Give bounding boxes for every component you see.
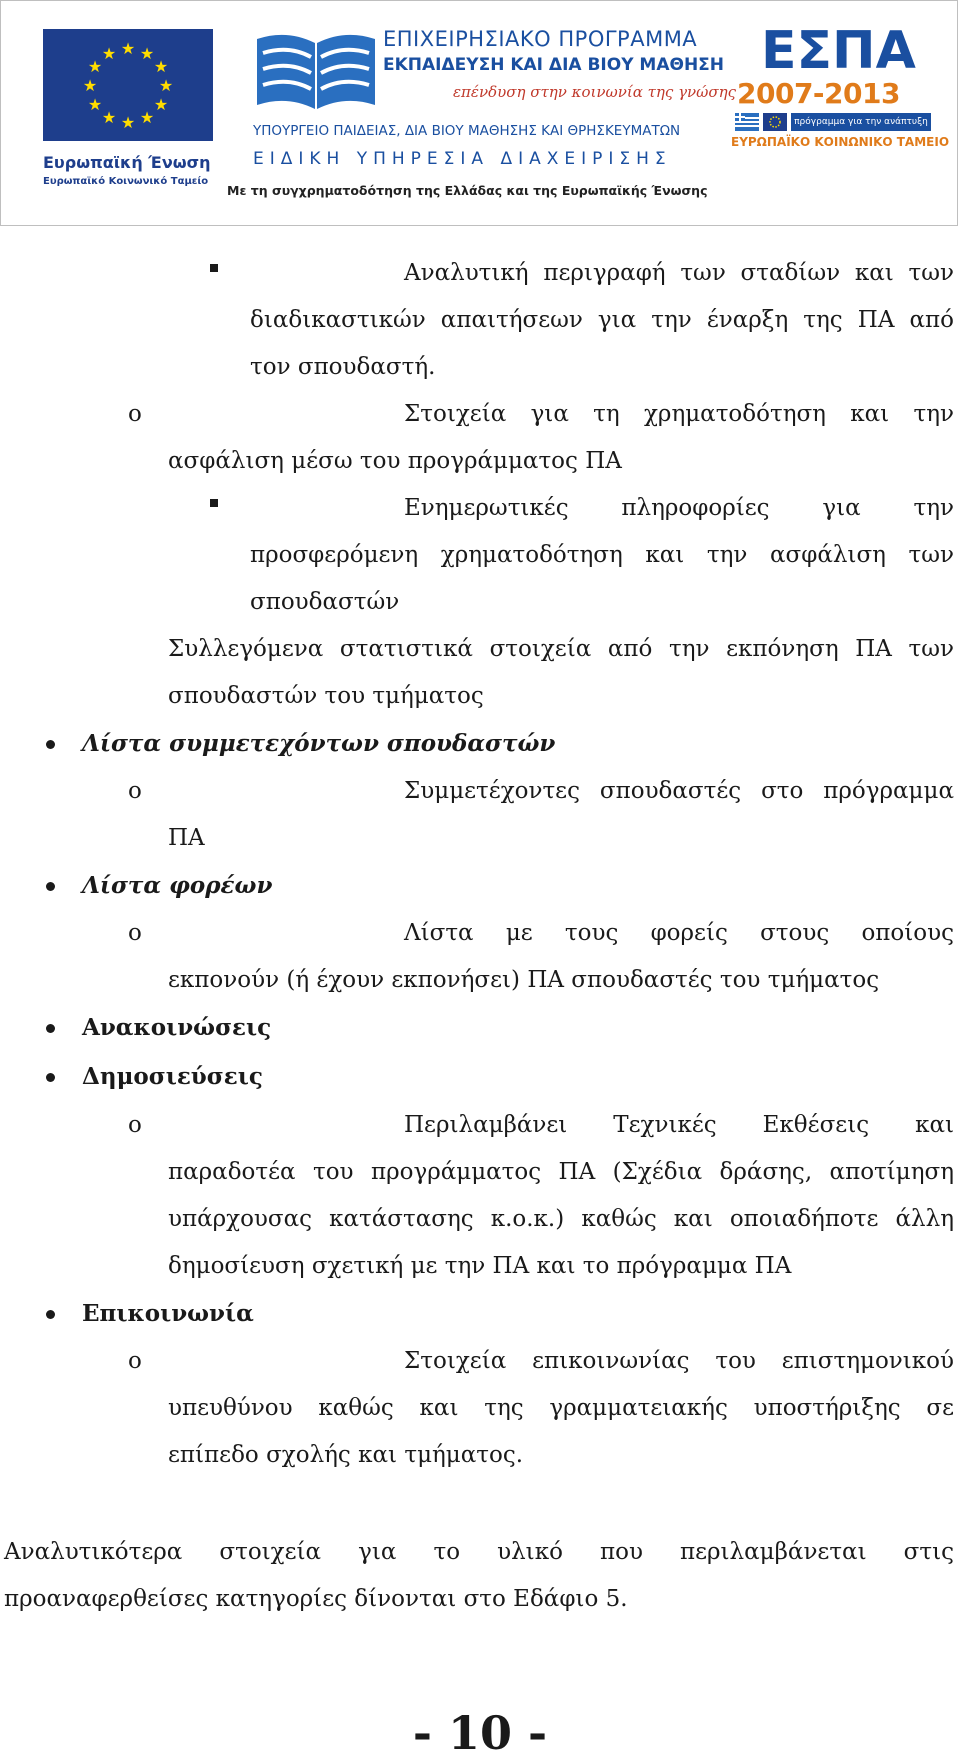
item1-line3: τον σπουδαστή.: [250, 354, 436, 380]
espa-logo: [731, 21, 950, 175]
section4-item-line3: υπάρχουσας κατάστασης κ.ο.κ.) καθώς και οποιαδήποτε άλλη: [168, 1206, 954, 1232]
item4-line2: σπουδαστών του τμήματος: [168, 683, 484, 709]
special-service-name: ΕΙΔΙΚΗ ΥΠΗΡΕΣΙΑ ΔΙΑΧΕΙΡΙΣΗΣ: [253, 149, 672, 169]
svg-text:★: ★: [120, 39, 136, 58]
closing-line1: Αναλυτικότερα στοιχεία για το υλικό που περιλαμβάνεται στις: [4, 1539, 954, 1565]
disc-bullet-icon: [46, 1024, 55, 1033]
section5-item-line1: Στοιχεία επικοινωνίας του επιστημονικού: [404, 1348, 954, 1374]
section4-item-line2: παραδοτέα του προγράμματος ΠΑ (Σχέδια δράσης, αποτίμηση: [168, 1159, 954, 1185]
espa-fund: ΕΥΡΩΠΑΪΚΟ ΚΟΙΝΩΝΙΚΟ ΤΑΜΕΙΟ: [731, 135, 950, 149]
svg-text:★: ★: [120, 113, 136, 132]
item1-line1: Αναλυτική περιγραφή των σταδίων και των: [404, 260, 954, 286]
circle-bullet-icon: o: [128, 1112, 142, 1138]
square-bullet-icon: [210, 499, 218, 507]
item2-line2: ασφάλιση μέσω του προγράμματος ΠΑ: [168, 448, 622, 474]
item3-line3: σπουδαστών: [250, 589, 400, 615]
svg-text:★: ★: [101, 108, 117, 127]
section5-item-line2: υπευθύνου καθώς και της γραμματειακής υποστήριξης σε: [168, 1395, 954, 1421]
circle-bullet-icon: o: [128, 778, 142, 804]
section-heading-participants: Λίστα συμμετεχόντων σπουδαστών: [82, 730, 556, 757]
header-banner: [0, 0, 958, 226]
svg-text:★: ★: [82, 76, 98, 95]
item2-line1: Στοιχεία για τη χρηματοδότηση και την: [404, 401, 954, 427]
svg-text:★: ★: [139, 44, 155, 63]
eu-name: Ευρωπαϊκή Ένωση: [43, 153, 211, 172]
circle-bullet-icon: o: [128, 1348, 142, 1374]
square-bullet-icon: [210, 264, 218, 272]
program-subtitle: ΕΚΠΑΙΔΕΥΣΗ ΚΑΙ ΔΙΑ ΒΙΟΥ ΜΑΘΗΣΗ: [383, 55, 725, 75]
item1-line2: διαδικαστικών απαιτήσεων για την έναρξη της ΠΑ από: [250, 307, 954, 333]
eu-subtitle: Ευρωπαϊκό Κοινωνικό Ταμείο: [43, 176, 209, 187]
eu-flag-icon: [43, 29, 213, 141]
item3-line1: Ενημερωτικές πληροφορίες για την: [404, 495, 954, 521]
item4-line1: Συλλεγόμενα στατιστικά στοιχεία από την εκπόνηση ΠΑ των: [168, 636, 954, 662]
svg-text:★: ★: [87, 57, 103, 76]
item3-line2: προσφερόμενη χρηματοδότηση και την ασφάλιση των: [250, 542, 954, 568]
circle-bullet-icon: o: [128, 920, 142, 946]
program-title: ΕΠΙΧΕΙΡΗΣΙΑΚΟ ΠΡΟΓΡΑΜΜΑ: [383, 27, 698, 51]
section2-item-line1: Λίστα με τους φορείς στους οποίους: [404, 920, 954, 946]
program-slogan: επένδυση στην κοινωνία της γνώσης: [453, 83, 737, 101]
svg-text:★: ★: [139, 108, 155, 127]
section-heading-organizations: Λίστα φορέων: [82, 872, 273, 899]
svg-text:★: ★: [153, 57, 169, 76]
disc-bullet-icon: [46, 1073, 55, 1082]
cofund-statement: Με τη συγχρηματοδότηση της Ελλάδας και της Ευρωπαϊκής Ένωσης: [227, 183, 708, 198]
eu-logo: [43, 29, 215, 189]
circle-bullet-icon: o: [128, 401, 142, 427]
flags-icon: [735, 113, 787, 131]
svg-text:★: ★: [87, 95, 103, 114]
section5-item-line3: επίπεδο σχολής και τμήματος.: [168, 1442, 524, 1468]
espa-years: 2007-2013: [737, 77, 900, 110]
open-book-icon: [253, 29, 379, 113]
section-heading-publications: Δημοσιεύσεις: [82, 1063, 263, 1090]
espa-badge: πρόγραμμα για την ανάπτυξη: [791, 113, 931, 131]
disc-bullet-icon: [46, 882, 55, 891]
page-number: - 10 -: [412, 1706, 548, 1760]
svg-text:★: ★: [101, 44, 117, 63]
section4-item-line1: Περιλαμβάνει Τεχνικές Εκθέσεις και: [404, 1112, 954, 1138]
closing-line2: προαναφερθείσες κατηγορίες δίνονται στο Εδάφιο 5.: [4, 1586, 628, 1612]
section4-item-line4: δημοσίευση σχετική με την ΠΑ και το πρόγραμμα ΠΑ: [168, 1253, 792, 1279]
disc-bullet-icon: [46, 1310, 55, 1319]
section2-item-line2: εκπονούν (ή έχουν εκπονήσει) ΠΑ σπουδαστές του τμήματος: [168, 967, 880, 993]
section-heading-contact: Επικοινωνία: [82, 1300, 254, 1327]
svg-text:★: ★: [153, 95, 169, 114]
section1-item-line1: Συμμετέχοντες σπουδαστές στο πρόγραμμα: [404, 778, 954, 804]
ministry-name: ΥΠΟΥΡΓΕΙΟ ΠΑΙΔΕΙΑΣ, ΔΙΑ ΒΙΟΥ ΜΑΘΗΣΗΣ ΚΑΙ ΘΡΗΣΚΕΥΜΑΤΩΝ: [253, 123, 681, 139]
program-logo: [227, 23, 737, 209]
section-heading-announcements: Ανακοινώσεις: [82, 1014, 272, 1041]
espa-title: ΕΣΠΑ: [761, 21, 916, 81]
disc-bullet-icon: [46, 740, 55, 749]
svg-text:★: ★: [158, 76, 174, 95]
section1-item-line2: ΠΑ: [168, 825, 205, 851]
